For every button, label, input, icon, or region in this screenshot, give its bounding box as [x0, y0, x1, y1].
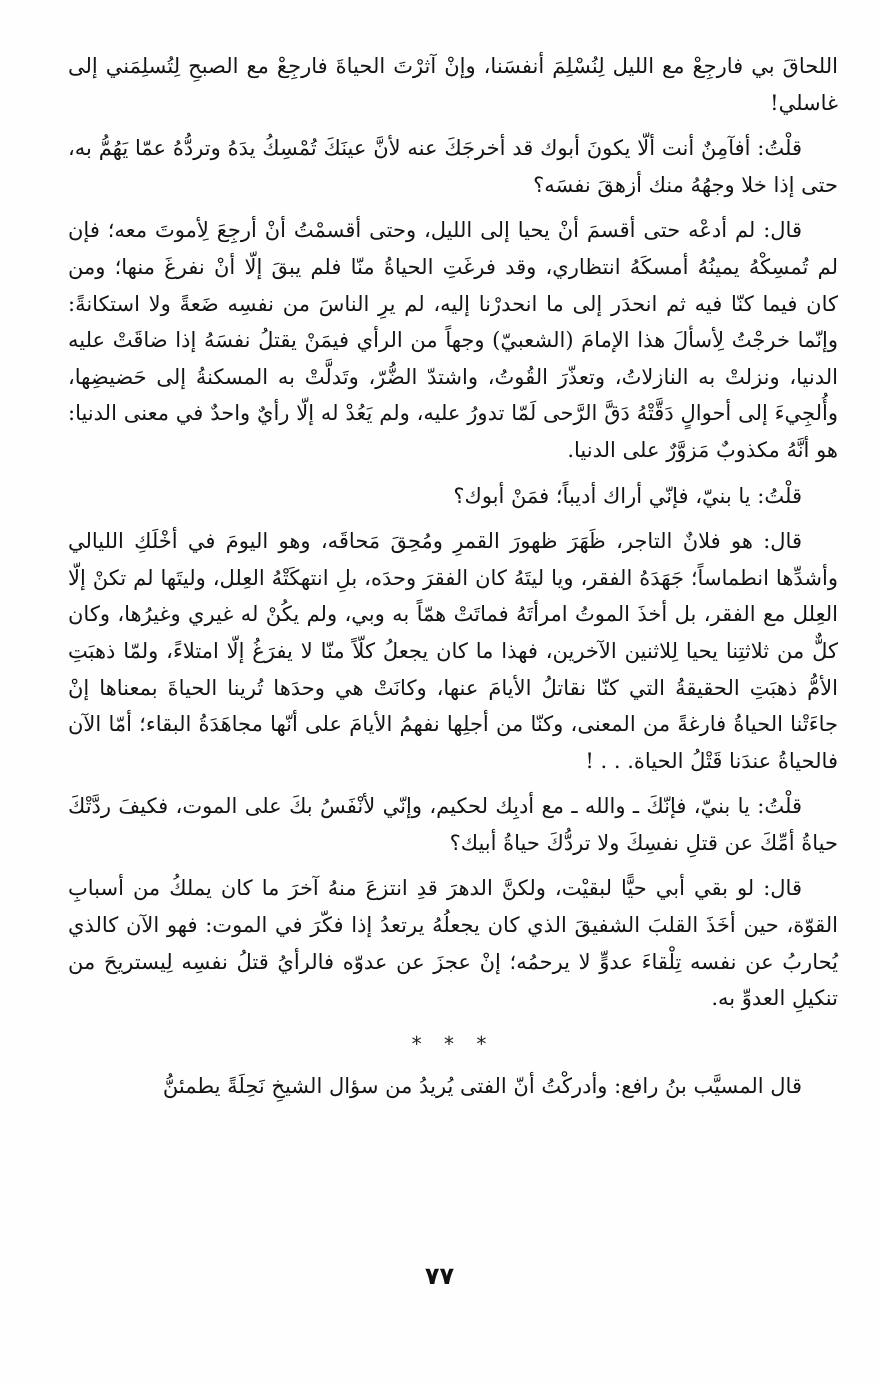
paragraph: قلْتُ: أفآمِنٌ أنت ألّا يكونَ أبوك قد أخرجَكَ عنه لأنَّ عينَكَ تُمْسِكُ يدَهُ وتردُّهُ عمّا يَهُمُّ به، حتى إذا خلا وجهُهُ منك أزهقَ نفسَه؟ [68, 136, 838, 197]
paragraph: قال: لو بقي أبي حيًّا لبقيْت، ولكنَّ الدهرَ قدِ انتزعَ منهُ آخرَ ما كان يملكُ من أسبابِ القوّة، حين أخَذَ القلبَ الشفيقَ الذي كان يجعلُهُ يرتعدُ إذا فكّرَ في الموت: فهو الآن كالذي يُحاربُ عن نفسه تِلْقاءَ عدوٍّ لا يرحمُه؛ إنْ عجزَ عن عدوّه فالرأيُ قتلُ نفسِه لِيستريحَ من تنكيلِ العدوِّ به. [68, 876, 838, 1011]
paragraph-continuation: اللحاقَ بي فارجِعْ مع الليل لِنُسْلِمَ أنفسَنا، وإنْ آثرْتَ الحياةَ فارجِعْ مع الصبحِ لِتُسلِمَني إلى غاسلي! [68, 54, 838, 115]
paragraph: قال: هو فلانٌ التاجر، ظَهَرَ ظهورَ القمرِ ومُحِقَ مَحاقَه، وهو اليومَ في أخْلَكِ الليالي وأشدِّها انطماساً؛ جَهَدَهُ الفقر، ويا ليتَهُ كان الفقرَ وحدَه، بلِ انتهكَتْهُ العِلل، وليتَها لم تكنْ إلّا العِلل مع الفقر، بل أخذَ الموتُ امرأتَهُ فماتَتْ همّاً به وبي، ولم يكُنْ له غيري وغيرُها، وكان كلٌّ من ثلاثتِنا يحيا لِلاثنين الآخرين، فهذا ما كان يجعلُ كلّاً منّا لا يفرَغُ إلّا امتلاءً، ولمّا ذهبَتِ الأمُّ ذهبَتِ الحقيقةُ التي كنّا نقاتلُ الأيامَ عنها، وكانَتْ هي وحدَها تُرينا الحياةَ بمعناها إنْ جاءَتْنا الحياةُ فارغةً من المعنى، وكنّا من أجلِها نفهمُ الأيامَ على أنّها مجاهَدَةُ البقاء؛ أمّا الآن فالحياةُ عندَنا قَتْلُ الحياة. . . ! [68, 529, 838, 773]
paragraph: قال: لم أدعْه حتى أقسمَ أنْ يحيا إلى الليل، وحتى أقسمْتُ أنْ أرجِعَ لِأموتَ معه؛ فإن لم تُمسِكْهُ يمينُهُ أمسكَهُ انتظاري، وقد فرغَتِ الحياةُ منّا فلم يبقَ إلّا أنْ نفرغَ منها؛ ومن كان فيما كنّا فيه ثم انحدَر إلى ما انحدرْنا إليه، لم يرِ الناسَ من نفسِه ضَعةً ولا استكانةً: وإنّما خرجْتُ لِأسألَ هذا الإمامَ (الشعبيّ) وجهاً من الرأي فيمَنْ يقتلُ نفسَهُ إذا ضاقَتْ عليه الدنيا، ونزلتْ به النازلاتُ، وتعذّرَ القُوتُ، واشتدّ الضُّرّ، وتَدلَّتْ به المسكنةُ إلى حَضيضِها، وأُلجِيءَ إلى أحوالٍ دَقَّتْهُ دَقَّ الرَّحى لَمّا تدورُ عليه، ولم يَعُدْ له إلّا رأيٌ واحدٌ في معنى الدنيا: هو أنَّهُ مكذوبٌ مَزوَّرٌ على الدنيا. [68, 218, 838, 462]
section-separator: * * * [411, 1031, 495, 1056]
paragraph: قلْتُ: يا بنيّ، فإنّكَ ـ والله ـ مع أدبِك لحكيم، وإنّي لأنْفَسُ بكَ على الموت، فكيفَ ردَّتْكَ حياةُ أمِّكَ عن قتلِ نفسِكَ ولا تردُّكَ حياةُ أبيك؟ [68, 794, 838, 855]
paragraph-last: قال المسيَّب بنُ رافع: وأدركْتُ أنّ الفتى يُريدُ من سؤال الشيخِ نَحِلَةً يطمئنُّ [162, 1074, 802, 1099]
page-number: ٧٧ [424, 1262, 455, 1290]
page-body-text [68, 48, 838, 1114]
paragraph: قلْتُ: يا بنيّ، فإنّي أراك أديباً؛ فمَنْ أبوك؟ [453, 483, 802, 508]
